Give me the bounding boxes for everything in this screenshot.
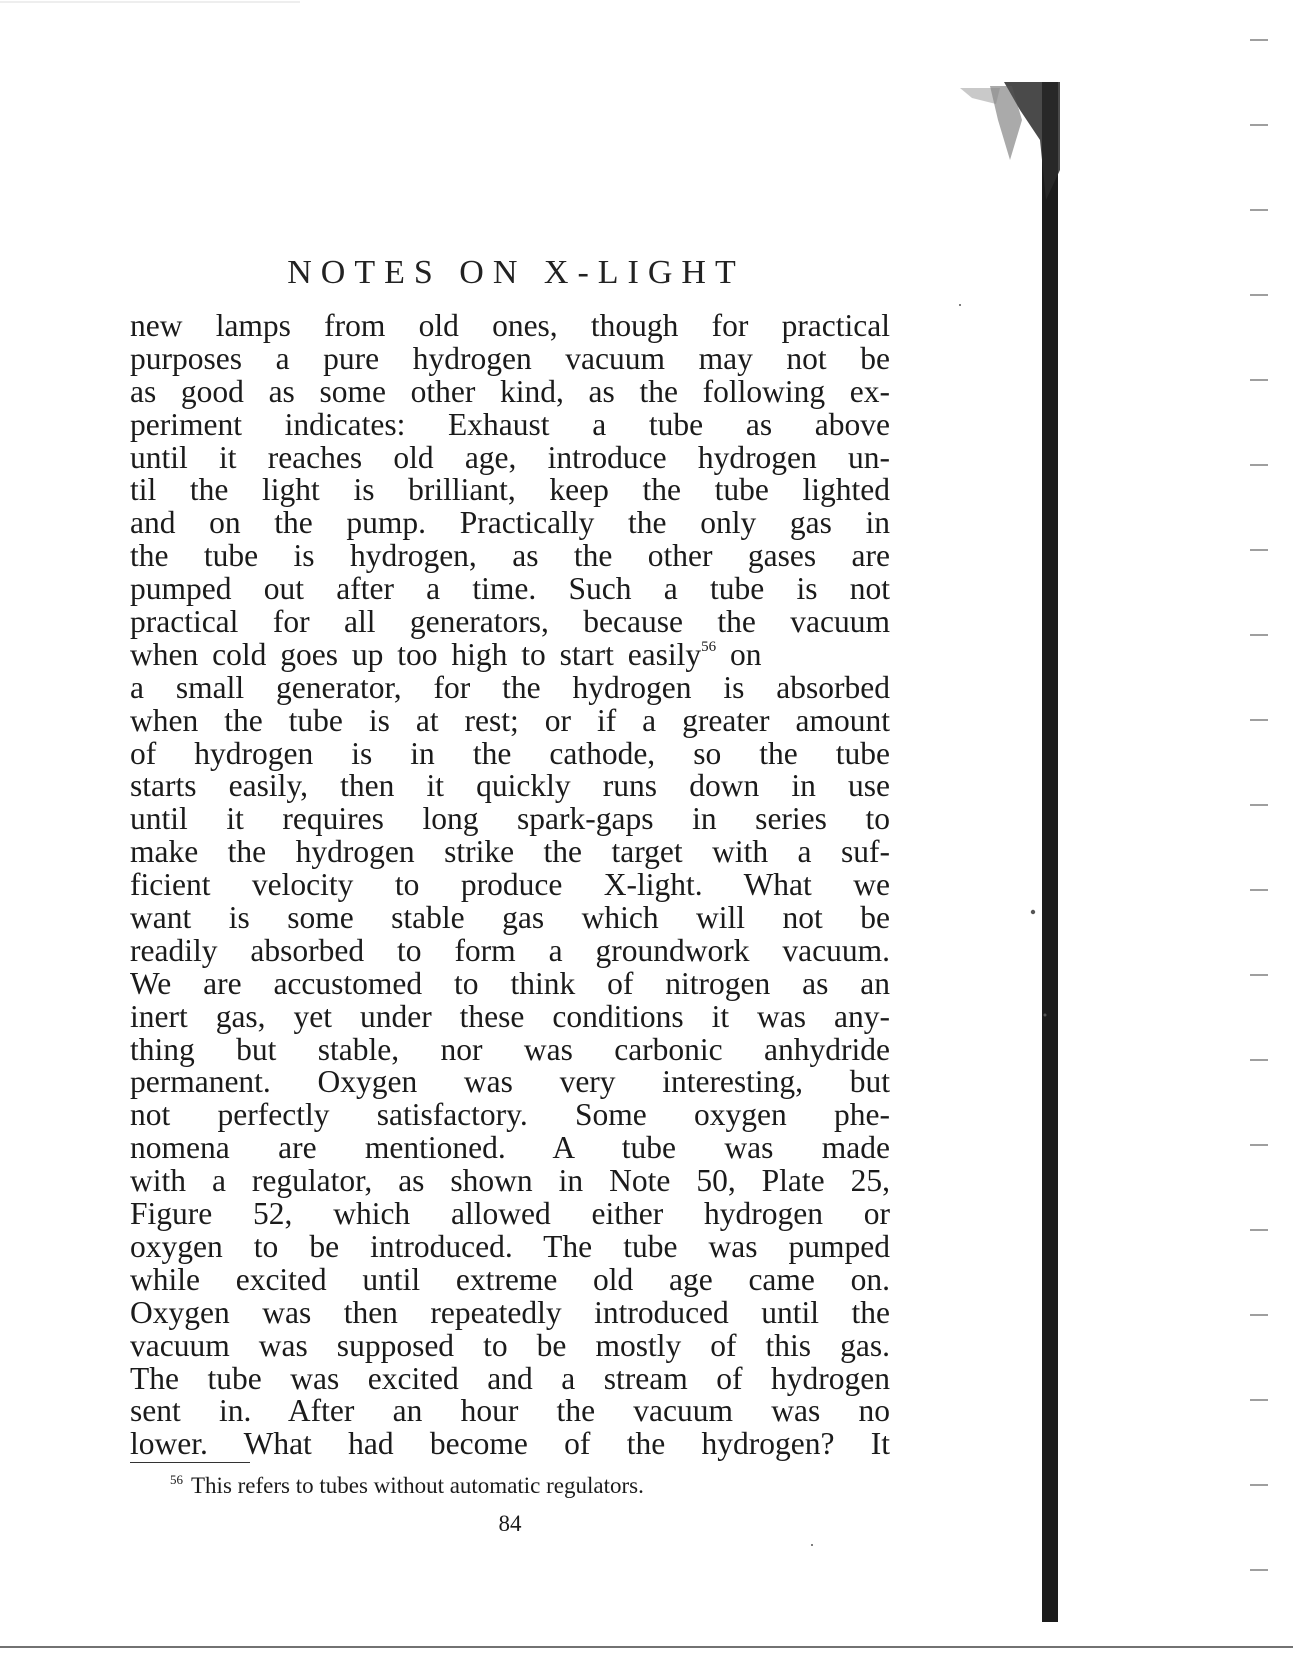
body-line <box>130 1198 890 1231</box>
footnote <box>170 1473 890 1499</box>
body-line-text: want is some stable gas which will not be <box>130 900 890 936</box>
body-line-text: make the hydrogen strike the target with a suf- <box>130 834 890 870</box>
body-line <box>130 1327 890 1363</box>
body-line-text: a small generator, for the hydrogen is absorbed <box>130 669 890 705</box>
body-line <box>130 803 890 836</box>
body-line <box>130 770 890 803</box>
body-line-text: when cold goes up too high to start easily <box>130 636 702 672</box>
body-line-text: periment indicates: Exhaust a tube as above <box>130 406 890 442</box>
body-line <box>130 606 890 639</box>
body-line-text: starts easily, then it quickly runs down in use <box>130 768 890 804</box>
page-number: 84 <box>498 1511 522 1536</box>
body-line-text: purposes a pure hydrogen vacuum may not be <box>130 340 890 376</box>
body-line-text: We are accustomed to think of nitrogen as an <box>130 965 890 1001</box>
body-line <box>130 373 890 409</box>
body-line <box>130 702 890 738</box>
body-line <box>130 1360 890 1396</box>
body-line <box>130 1395 890 1428</box>
body-line-text: practical for all generators, because the vacuum <box>130 604 890 640</box>
body-line <box>130 474 890 507</box>
body-line-text: Oxygen was then repeatedly introduced until the <box>130 1294 890 1330</box>
body-line-text: readily absorbed to form a groundwork vacuum. <box>130 932 890 968</box>
body-line-text: inert gas, yet under these conditions it was any- <box>130 998 890 1034</box>
body-line <box>130 1066 890 1099</box>
body-line-text: thing but stable, nor was carbonic anhydride <box>130 1031 890 1067</box>
body-line <box>130 735 890 771</box>
body-line <box>130 932 890 968</box>
body-line <box>130 540 890 573</box>
body-line <box>130 869 890 902</box>
footnote-number: 56 <box>170 1472 183 1487</box>
body-line-text: new lamps from old ones, though for practical <box>130 308 890 343</box>
body-line-text: til the light is brilliant, keep the tube lighted <box>130 472 890 508</box>
body-line <box>130 573 890 606</box>
footnote-text: This refers to tubes without automatic regulators. <box>191 1473 644 1498</box>
body-line <box>130 439 890 475</box>
body-line <box>130 340 890 376</box>
body-line-text: sent in. After an hour the vacuum was no <box>130 1393 890 1429</box>
body-line <box>130 1294 890 1330</box>
body-line-text: pumped out after a time. Such a tube is not <box>130 571 890 607</box>
body-line <box>130 1261 890 1297</box>
body-line-text: nomena are mentioned. A tube was made <box>130 1130 890 1166</box>
binding-shadow <box>960 82 1060 1622</box>
body-line <box>130 669 890 705</box>
body-text <box>130 310 890 1461</box>
body-line-text: until it reaches old age, introduce hydrogen un- <box>130 439 890 475</box>
body-line <box>130 1228 890 1264</box>
page-header: NOTES ON X-LIGHT <box>287 254 745 291</box>
body-line <box>130 636 890 672</box>
body-line-text: the tube is hydrogen, as the other gases are <box>130 538 890 574</box>
body-line-text: as good as some other kind, as the following ex- <box>130 373 890 409</box>
body-line-text: The tube was excited and a stream of hydrogen <box>130 1360 890 1396</box>
body-line <box>130 507 890 540</box>
body-line <box>130 406 890 442</box>
body-line-text: until it requires long spark-gaps in series to <box>130 801 890 837</box>
body-line-tail: on <box>730 636 762 672</box>
body-line-text: ficient velocity to produce X-light. What we <box>130 867 890 903</box>
body-line <box>130 1031 890 1067</box>
footnote-reference: 56 <box>701 638 717 655</box>
body-line <box>130 310 890 343</box>
body-line-text: lower. What had become of the hydrogen? It <box>130 1426 890 1462</box>
body-line-text: not perfectly satisfactory. Some oxygen phe- <box>130 1097 890 1133</box>
body-line-text: oxygen to be introduced. The tube was pumped <box>130 1228 890 1264</box>
body-line <box>130 965 890 1001</box>
body-line <box>130 1428 890 1461</box>
body-line-text: and on the pump. Practically the only gas in <box>130 505 890 541</box>
body-line-text: while excited until extreme old age came on. <box>130 1261 890 1297</box>
body-line <box>130 998 890 1034</box>
body-line-text: with a regulator, as shown in Note 50, Plate 25, <box>130 1163 890 1199</box>
body-line-text: vacuum was supposed to be mostly of this gas. <box>130 1327 890 1363</box>
body-line <box>130 1132 890 1165</box>
body-line <box>130 836 890 869</box>
body-line-text: when the tube is at rest; or if a greater amount <box>130 702 890 738</box>
margin-ticks <box>1250 40 1268 1570</box>
body-line-text: permanent. Oxygen was very interesting, but <box>130 1064 890 1100</box>
body-line <box>130 902 890 935</box>
body-line-text: of hydrogen is in the cathode, so the tube <box>130 735 890 771</box>
body-line <box>130 1165 890 1198</box>
body-line <box>130 1099 890 1132</box>
body-line-text: Figure 52, which allowed either hydrogen or <box>130 1196 890 1232</box>
footnote-rule <box>130 1462 250 1463</box>
